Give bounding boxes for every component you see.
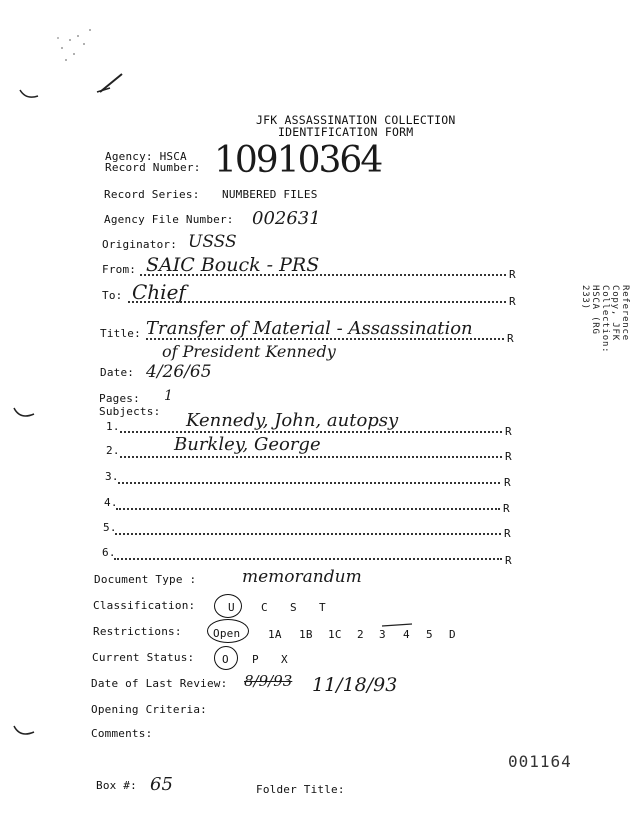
subject-2-line	[120, 456, 502, 458]
subject-6-number: 6.	[102, 546, 116, 559]
restriction-option-5: 5	[426, 628, 433, 641]
subject-5-line	[115, 533, 501, 535]
subject-3-r-marker: R	[504, 476, 511, 489]
status-option-p: P	[252, 653, 259, 666]
last-review-value: 11/18/93	[312, 674, 398, 696]
folder-title-label: Folder Title:	[256, 783, 345, 796]
date-label: Date:	[100, 366, 135, 379]
to-label: To:	[102, 289, 123, 302]
subject-3-line	[118, 482, 500, 484]
title-line	[146, 338, 504, 340]
document-stamp-number: 001164	[508, 752, 572, 771]
title-value-line2: of President Kennedy	[162, 342, 336, 361]
pages-value: 1	[164, 388, 173, 404]
to-value: Chief	[132, 280, 186, 304]
comments-label: Comments:	[91, 727, 153, 740]
subject-4-r-marker: R	[503, 502, 510, 515]
title-r-marker: R	[507, 332, 514, 345]
record-number-value: 10910364	[214, 140, 382, 181]
restriction-option-3: 3	[379, 628, 386, 641]
subject-5-number: 5.	[103, 521, 117, 534]
subject-2-r-marker: R	[505, 450, 512, 463]
to-line	[128, 301, 506, 303]
status-selected-circle	[214, 646, 238, 670]
restriction-strike-mark	[380, 620, 416, 630]
subject-2-number: 2.	[106, 444, 120, 457]
agency-file-number-value: 002631	[252, 208, 321, 229]
originator-value: USSS	[188, 232, 237, 252]
restriction-option-2: 2	[357, 628, 364, 641]
to-r-marker: R	[509, 295, 516, 308]
subject-6-line	[114, 558, 502, 560]
classification-selected-circle	[214, 594, 242, 618]
last-review-label: Date of Last Review:	[91, 677, 228, 690]
agency-label: Agency: HSCA	[105, 150, 187, 163]
originator-label: Originator:	[102, 238, 178, 251]
record-series-value: NUMBERED FILES	[222, 188, 318, 201]
box-label: Box #:	[96, 779, 137, 792]
restriction-option-d: D	[449, 628, 456, 641]
pages-label: Pages:	[99, 392, 140, 405]
restriction-option-1c: 1C	[328, 628, 342, 641]
record-number-label: Record Number:	[105, 161, 201, 174]
from-r-marker: R	[509, 268, 516, 281]
subject-6-r-marker: R	[505, 554, 512, 567]
classification-label: Classification:	[93, 599, 196, 612]
from-label: From:	[102, 263, 137, 276]
document-type-value: memorandum	[242, 567, 362, 587]
record-series-label: Record Series:	[104, 188, 200, 201]
classification-option-t: T	[319, 601, 326, 614]
opening-criteria-label: Opening Criteria:	[91, 703, 207, 716]
form-header-subtitle: IDENTIFICATION FORM	[278, 125, 414, 139]
from-value: SAIC Bouck - PRS	[146, 254, 320, 276]
from-line	[140, 274, 506, 276]
agency-file-number-label: Agency File Number:	[104, 213, 234, 226]
subject-1-line	[120, 431, 502, 433]
side-reference-text: Reference Copy, JFK Collection: HSCA (RG 233)	[580, 285, 630, 354]
subjects-label: Subjects:	[99, 405, 161, 418]
restriction-option-1a: 1A	[268, 628, 282, 641]
subject-2-value: Burkley, George	[174, 434, 321, 455]
subject-4-line	[116, 508, 500, 510]
subject-1-r-marker: R	[505, 425, 512, 438]
title-value-line1: Transfer of Material - Assassination	[146, 318, 473, 339]
subject-4-number: 4.	[104, 496, 118, 509]
current-status-label: Current Status:	[92, 651, 195, 664]
restrictions-label: Restrictions:	[93, 625, 182, 638]
margin-marks	[0, 0, 637, 120]
subject-3-number: 3.	[105, 470, 119, 483]
status-option-o: O	[222, 653, 229, 666]
date-value: 4/26/65	[146, 362, 212, 382]
form-header-title: JFK ASSASSINATION COLLECTION	[256, 113, 456, 127]
last-review-struck-value: 8/9/93	[244, 672, 293, 690]
subject-1-value: Kennedy, John, autopsy	[186, 410, 399, 431]
box-value: 65	[150, 774, 173, 795]
subject-1-number: 1.	[106, 420, 120, 433]
margin-curves	[0, 400, 60, 760]
restriction-option-open: Open	[213, 627, 241, 640]
status-option-x: X	[281, 653, 288, 666]
restriction-option-1b: 1B	[299, 628, 313, 641]
title-label: Title:	[100, 327, 141, 340]
classification-option-u: U	[228, 601, 235, 614]
subject-5-r-marker: R	[504, 527, 511, 540]
restriction-option-4: 4	[403, 628, 410, 641]
restriction-selected-circle	[207, 619, 249, 643]
classification-option-s: S	[290, 601, 297, 614]
document-type-label: Document Type :	[94, 573, 197, 586]
classification-option-c: C	[261, 601, 268, 614]
